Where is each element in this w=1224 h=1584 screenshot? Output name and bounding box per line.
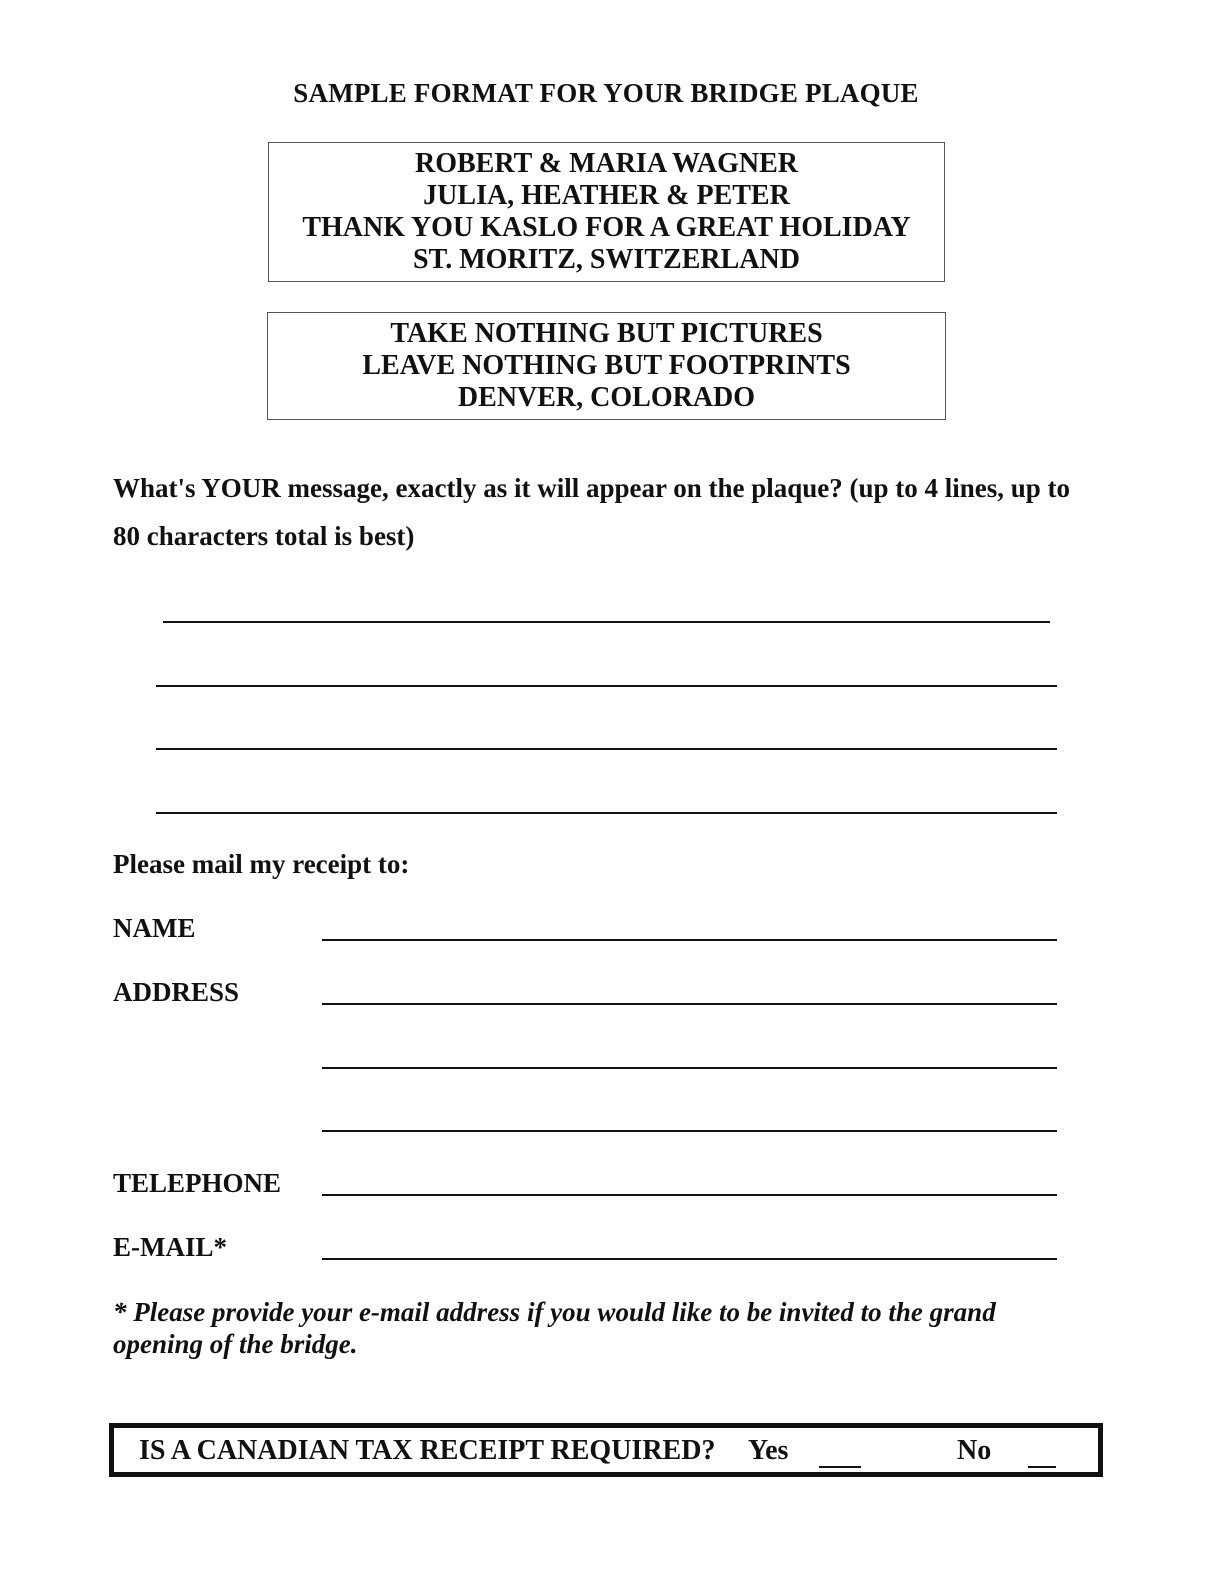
name-field[interactable] [322, 939, 1057, 941]
sample-plaque-line: JULIA, HEATHER & PETER [423, 180, 790, 211]
telephone-field[interactable] [322, 1194, 1057, 1196]
page-title: SAMPLE FORMAT FOR YOUR BRIDGE PLAQUE [293, 78, 919, 108]
tax-yes-label: Yes [748, 1435, 789, 1466]
sample-plaque-line: TAKE NOTHING BUT PICTURES [390, 318, 823, 349]
receipt-heading: Please mail my receipt to: [113, 849, 410, 879]
tax-no-label: No [957, 1435, 992, 1466]
sample-plaque-line: DENVER, COLORADO [457, 382, 756, 413]
message-line-2[interactable] [156, 685, 1057, 687]
email-note: * Please provide your e-mail address if you would like to be invited to the grand opening of the bridge. [113, 1297, 996, 1359]
tax-yes-blank[interactable] [819, 1466, 861, 1468]
sample-plaque-2 [267, 312, 946, 420]
sample-plaque-1 [268, 142, 945, 282]
tax-no-blank[interactable] [1028, 1466, 1056, 1468]
address-field-line-2[interactable] [322, 1067, 1057, 1069]
address-field-line-1[interactable] [322, 1003, 1057, 1005]
telephone-label: TELEPHONE [113, 1168, 282, 1198]
name-label: NAME [113, 913, 196, 943]
address-field-line-3[interactable] [322, 1130, 1057, 1132]
email-label: E-MAIL* [113, 1232, 227, 1262]
tax-receipt-question: IS A CANADIAN TAX RECEIPT REQUIRED? [139, 1435, 716, 1466]
message-prompt: What's YOUR message, exactly as it will appear on the plaque? (up to 4 lines, up to 80 characters total is best) [113, 473, 1071, 551]
sample-plaque-line: ST. MORITZ, SWITZERLAND [413, 244, 800, 275]
sample-plaque-line: THANK YOU KASLO FOR A GREAT HOLIDAY [302, 212, 911, 243]
sample-plaque-line: LEAVE NOTHING BUT FOOTPRINTS [362, 350, 851, 381]
message-line-3[interactable] [156, 748, 1057, 750]
sample-plaque-line: ROBERT & MARIA WAGNER [414, 148, 799, 179]
message-line-1[interactable] [163, 621, 1050, 623]
address-label: ADDRESS [113, 977, 240, 1007]
message-line-4[interactable] [156, 812, 1057, 814]
tax-receipt-box [109, 1423, 1103, 1477]
email-field[interactable] [322, 1258, 1057, 1260]
